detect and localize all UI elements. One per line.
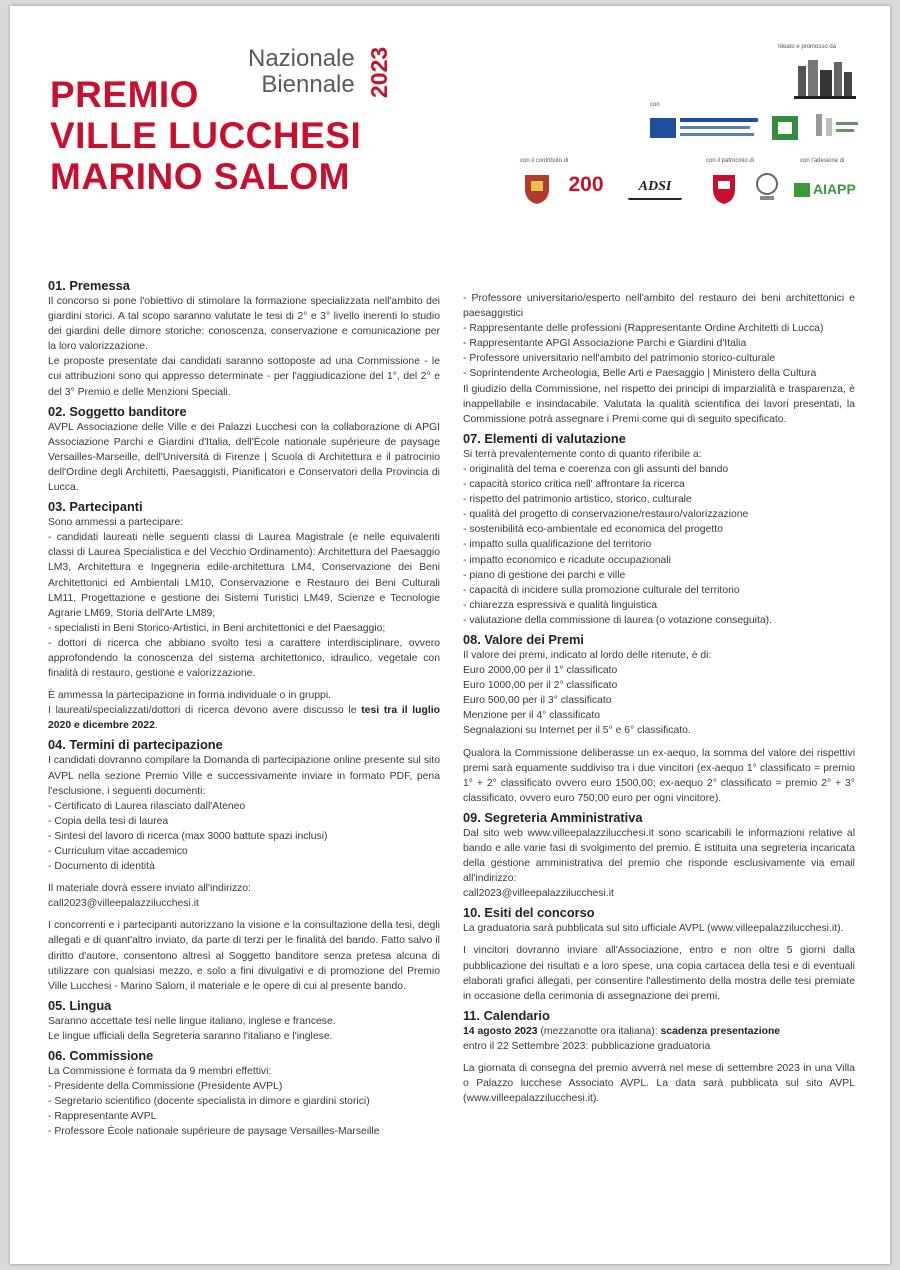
patrocinio-label: con il patrocinio di <box>706 158 755 164</box>
adsi-logo: ADSI <box>628 176 682 200</box>
right-column <box>463 291 855 1106</box>
section-01-p1: Il concorso si pone l'obiettivo di stimolare la formazione specializzata nell'ambito dei giardini storici. A tal scopo saranno valutate le tesi di 2° e 3° livello inerenti lo studio dei giardini delle dimore storiche: conoscenza, conservazione e comunicazione per la loro valorizzazione. <box>48 296 440 353</box>
adesione-label: con l'adesione di <box>800 158 845 164</box>
section-04-title: 04. Termini di partecipazione <box>48 737 223 753</box>
section-10-p1: La graduatoria sarà pubblicata sul sito ufficiale AVPL (www.villeepalazzilucchesi.it). <box>463 923 844 935</box>
section-08-item: Menzione per il 4° classificato <box>463 710 600 722</box>
section-07-item: - piano di gestione dei parchi e ville <box>463 569 626 581</box>
section-05-p2: Le lingue ufficiali della Segreteria saranno l'italiano e l'inglese. <box>48 1030 333 1042</box>
section-04-p2: Il materiale dovrà essere inviato all'indirizzo: <box>48 883 251 895</box>
title-line-1: PREMIO <box>50 74 199 115</box>
section-06-item: - Professore École nationale supérieure de paysage Versailles-Marseille <box>48 1126 380 1138</box>
section-03-item-2: - specialisti in Beni Storico-Artistici, in Beni architettonici e del Paesaggio; <box>48 622 386 634</box>
section-07-item: - capacità di incidere sulla promozione culturale del territorio <box>463 584 740 596</box>
section-05-title: 05. Lingua <box>48 997 112 1013</box>
section-07-item: - chiarezza espressiva e qualità linguistica <box>463 599 658 611</box>
aiapp-mark-icon <box>794 183 810 197</box>
section-01-p2: Le proposte presentate dai candidati saranno sottoposte ad una Commissione - le cui attribuzioni sono qui appresso determinate - per l'aggiudicazione del 1°, del 2° e del 3° Premio e delle Menzioni Speciali. <box>48 356 440 398</box>
section-10-p2: I vincitori dovranno inviare all'Associazione, entro e non oltre 5 giorni dalla pubblicazione dei risultati e a loro spese, una copia cartacea della tesi e di eventuali elaborati grafici allegati, per consentire l'allestimento della mostra delle tesi premiate in occasione della cerimonia di assegnazione dei premi. <box>463 945 855 1002</box>
section-09-email: call2023@villeepalazzilucchesi.it <box>463 888 614 900</box>
section-11-title: 11. Calendario <box>463 1007 550 1023</box>
section-01-title: 01. Premessa <box>48 278 130 293</box>
section-03-p3-bold: tesi tra il luglio 2020 e dicembre 2022 <box>48 705 441 732</box>
con-label: con <box>650 102 660 108</box>
section-03-intro: Sono ammessi a partecipare: <box>48 517 184 529</box>
200-logo: 200 <box>568 173 604 196</box>
section-06-p2: Il giudizio della Commissione, nel rispetto dei principi di imparzialità e trasparenza, è inappellabile e insindacabile. Valutata la qualità scientifica dei lavori presentati, la Commissione potrà assegnare i Premi come qui di seguito specificato. <box>463 383 855 425</box>
section-04-item: - Curriculum vitae accademico <box>48 846 188 857</box>
section-08-item: Euro 500,00 per il 3° classificato <box>463 695 612 707</box>
university-logo <box>770 114 800 142</box>
section-08-item: Euro 2000,00 per il 1° classificato <box>463 665 618 677</box>
section-03-title: 03. Partecipanti <box>48 499 143 515</box>
section-06-item: - Soprintendente Archeologia, Belle Arti e Paesaggio | Ministero della Cultura <box>463 368 817 380</box>
aiapp-text: AIAPP <box>813 181 856 197</box>
section-07-item: - impatto economico e ricadute occupazionali <box>463 554 671 566</box>
section-05-p1: Saranno accettate tesi nelle lingue italiano, inglese e francese. <box>48 1015 336 1027</box>
section-08-item: Segnalazioni su Internet per il 5° e 6° classificato. <box>463 725 691 737</box>
section-07-item: - originalità del tema e coerenza con gli assunti del bando <box>463 463 729 475</box>
title-line-3: MARINO SALOM <box>50 156 350 197</box>
section-03-item-3: - dottori di ricerca che abbiano svolto tesi a carattere interdisciplinare, ovvero approfondendo la conoscenza del sistema architettonico, idraulico, vegetale con finalità di restauro, gestione e valorizzazione. <box>48 637 440 680</box>
subtitle-line-1: Nazionale <box>248 45 355 72</box>
section-02-title: 02. Soggetto banditore <box>48 403 187 419</box>
section-08-intro: Il valore dei premi, indicato al lordo delle ritenute, è di: <box>463 649 712 661</box>
section-07-intro: Si terrà prevalentemente conto di quanto riferibile a: <box>463 448 702 460</box>
title-line-2: VILLE LUCCHESI <box>50 115 362 156</box>
subtitle-line-2: Biennale <box>261 71 355 98</box>
contributo-label: con il contributo di <box>520 158 569 164</box>
section-06-title: 06. Commissione <box>48 1048 154 1064</box>
section-09-p1: Dal sito web www.villeepalazzilucchesi.it sono scaricabili le informazioni relative al bando e alle varie fasi di svolgimento del premio. È istituita una segreteria incaricata della gestione amministrativa del premio che risponde esclusivamente via email all'indirizzo: <box>463 827 855 885</box>
ideato-label: Ideato e promosso da <box>778 44 837 50</box>
section-08-p1: Qualora la Commissione deliberasse un ex-aequo, la somma del valore dei rispettivi premi sarà equamente suddiviso tra i due vincitori (ex-aequo 1° classificato = premio 1° + 2° classificato ovvero euro 1500,00; ex-aequo 2° classificato = premio 2° + 3° classificato, ovvero euro 750,00 euro per ogni vincitore). <box>463 747 855 804</box>
apgi-logo <box>812 112 860 142</box>
section-04-item: - Copia della tesi di laurea <box>48 815 169 827</box>
crest-logo-1 <box>522 171 552 205</box>
section-10-title: 10. Esiti del concorso <box>463 905 595 921</box>
section-04-item: - Documento di identità <box>48 861 155 873</box>
section-03-p3 <box>48 703 440 733</box>
section-03-p3-end: . <box>154 720 158 732</box>
section-03-p3-text: I laureati/specializzati/dottori di ricerca devono avere discusso le <box>48 705 362 717</box>
section-06-item: - Rappresentante APGI Associazione Parchi e Giardini d'Italia <box>463 338 747 350</box>
section-04-p3: I concorrenti e i partecipanti autorizzano la visione e la consultazione della tesi, degli allegati e di quant'altro inviato, da parte di terzi per le finalità del bando. Fatto salvo il diritto d'autore, consentono altresì al Soggetto banditore senza pretesa alcuna di utilizzare con qualsiasi mezzo, e solo a fini divulgativi e di promozione del Premio Ville Lucchesi - Marino Salom, il materiale e le opere di cui al presente bando. <box>48 920 440 992</box>
deadline-note: (mezzanotte ora italiana): <box>537 1025 661 1037</box>
section-06-item: - Professore universitario nell'ambito del patrimonio storico-culturale <box>463 353 776 365</box>
aiapp-logo <box>794 178 866 200</box>
page <box>10 6 890 1264</box>
section-02-p1: AVPL Associazione delle Ville e dei Palazzi Lucchesi con la collaborazione di APGI Associazione Parchi e Giardini d'Italia, dell'École nationale supérieure de paysage Versailles-Marseille, dell'Università di Firenze | Scuola di Architettura e il patrocinio dell'Ordine degli Architetti, Paesaggisti, Pianificatori e Conservatori della Provincia di Lucca. <box>48 421 440 494</box>
deadline-label: scadenza presentazione <box>660 1025 781 1037</box>
section-08-title: 08. Valore dei Premi <box>463 631 584 647</box>
section-03-item-1: - candidati laureati nelle seguenti classi di Laurea Magistrale (e nelle equivalenti classi di Laurea Specialistica e del Vecchio Ordinamento): Architettura del Paesaggio LM3, Architettura e Ingegneria edile-architettura LM4, Conservazione dei Beni Architettonici ed Ambientali LM10, Conservazione e Restauro dei Beni Culturali LM11, Progettazione e gestione dei Sistemi Turistici LM49, Scienze e Tecnologie Agrarie LM69, Storia dell'Arte LM89; <box>48 532 440 619</box>
section-04-item: - Certificato di Laurea rilasciato dall'Ateneo <box>48 800 246 812</box>
section-04-p1: I candidati dovranno compilare la Domanda di partecipazione online presente sul sito AVPL nella sezione Premio Ville e successivamente inviare in formato PDF, pena l'esclusione, i seguenti documenti: <box>48 755 440 797</box>
section-06-item: - Rappresentante AVPL <box>48 1111 157 1123</box>
section-03-p2: È ammessa la partecipazione in forma individuale o in gruppi. <box>48 690 332 702</box>
section-07-title: 07. Elementi di valutazione <box>463 430 626 446</box>
section-07-item: - capacità storico critica nell' affrontare la ricerca <box>463 479 685 491</box>
section-07-item: - rispetto del patrimonio artistico, storico, culturale <box>463 494 692 506</box>
section-07-item: - impatto sulla qualificazione del territorio <box>463 539 652 551</box>
subtitle <box>248 46 355 98</box>
section-08-item: Euro 1000,00 per il 2° classificato <box>463 680 618 692</box>
section-04-email: call2023@villeepalazzilucchesi.it <box>48 898 199 910</box>
section-06-item: - Professore universitario/esperto nell'ambito del restauro dei beni architettonici e paesaggistici <box>463 293 855 320</box>
section-11-p1: La giornata di consegna del premio avverrà nel mese di settembre 2023 in una Villa o Palazzo lucchese Associato AVPL. La data sarà pubblicata sul sito AVPL (www.villeepalazzilucchesi.it). <box>463 1063 855 1105</box>
crest-logo-2 <box>710 171 738 205</box>
section-11-line-2: entro il 22 Settembre 2023: pubblicazione graduatoria <box>463 1040 711 1052</box>
section-06-item: - Presidente della Commissione (Presidente AVPL) <box>48 1081 283 1093</box>
section-04-item: - Sintesi del lavoro di ricerca (max 3000 battute spazi inclusi) <box>48 830 328 842</box>
section-07-item: - sostenibilità eco-ambientale ed economica del progetto <box>463 524 723 536</box>
section-06-p1: La Commissione è formata da 9 membri effettivi: <box>48 1066 272 1078</box>
avpl-logo <box>794 56 856 100</box>
section-09-title: 09. Segreteria Amministrativa <box>463 809 643 825</box>
section-07-item: - valutazione della commissione di laurea (o votazione conseguita). <box>463 614 772 626</box>
ensp-logo <box>650 114 760 142</box>
left-column <box>48 274 440 1140</box>
year-label: 2023 <box>366 46 392 98</box>
ordine-logo <box>754 172 780 204</box>
section-06-item: - Rappresentante delle professioni (Rappresentante Ordine Architetti di Lucca) <box>463 323 824 335</box>
section-07-item: - qualità del progetto di conservazione/restauro/valorizzazione <box>463 509 749 521</box>
section-11-line-1 <box>463 1024 855 1039</box>
deadline-date: 14 agosto 2023 <box>463 1025 538 1037</box>
section-06-item: - Segretario scientifico (docente specialista in dimore e giardini storici) <box>48 1096 370 1108</box>
